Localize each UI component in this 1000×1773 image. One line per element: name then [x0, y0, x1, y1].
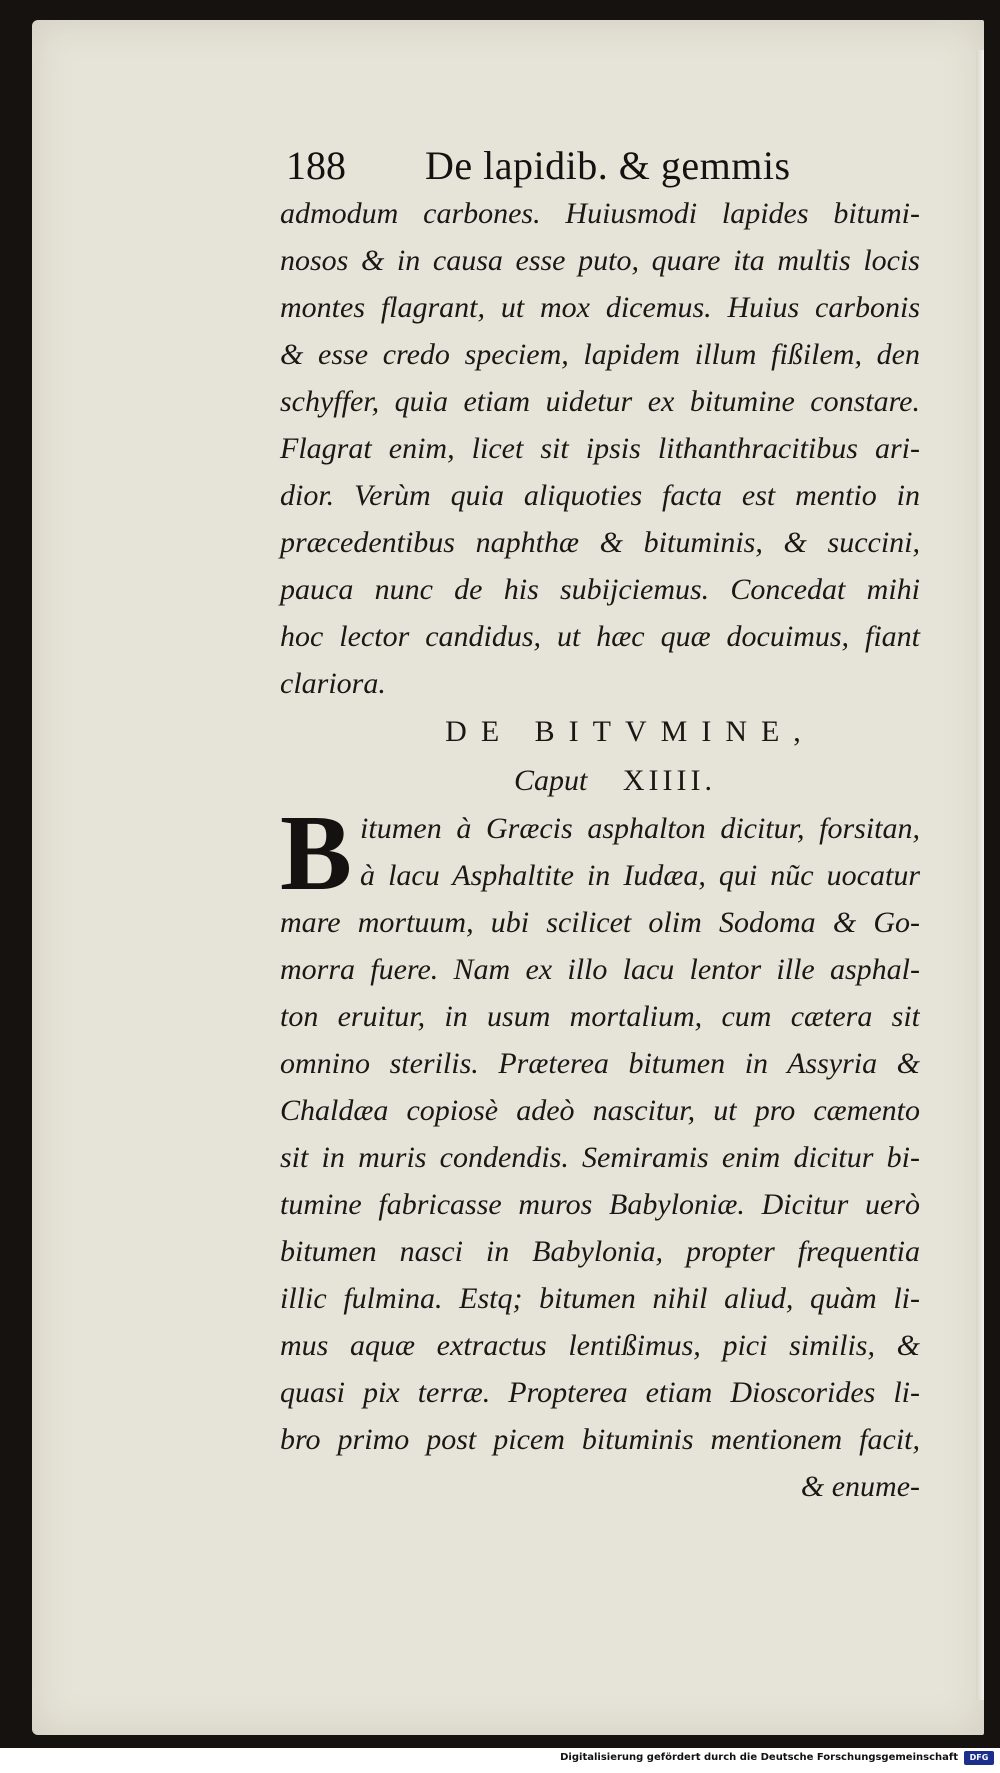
catchword: & enume- — [800, 1470, 920, 1503]
text-line: illic fulmina. Estq; bitumen nihil aliud, quàm li- — [280, 1282, 920, 1315]
dfg-logo-icon: DFG — [964, 1751, 994, 1765]
text-line: hoc lector candidus, ut hæc quæ docuimus, fiant — [280, 620, 920, 653]
text-line: morra fuere. Nam ex illo lacu lentor ille asphal- — [280, 953, 920, 986]
text-line: montes flagrant, ut mox dicemus. Huius carbonis — [280, 291, 920, 324]
text-line: mare mortuum, ubi scilicet olim Sodoma & Go- — [280, 906, 920, 939]
text-line: admodum carbones. Huiusmodi lapides bitumi- — [280, 197, 920, 230]
caput-label: Caput — [514, 764, 588, 797]
section-heading: DE BITVMINE, — [445, 715, 815, 748]
text-line: bro primo post picem bituminis mentionem facit, — [280, 1423, 920, 1456]
text-line: mus aquæ extractus lentißimus, pici similis, & — [280, 1329, 920, 1362]
text-line: sit in muris condendis. Semiramis enim dicitur bi- — [280, 1141, 920, 1174]
text-line: tumine fabricasse muros Babyloniæ. Dicitur uerò — [280, 1188, 920, 1221]
text-block — [280, 190, 920, 1510]
text-line: Flagrat enim, licet sit ipsis lithanthracitibus ari- — [280, 432, 920, 465]
text-line: dior. Verùm quia aliquoties facta est mentio in — [280, 479, 920, 512]
text-line: nosos & in causa esse puto, quare ita multis locis — [280, 244, 920, 277]
paragraph-2 — [280, 805, 920, 1510]
text-line: itumen à Græcis asphalton dicitur, forsitan, — [360, 812, 920, 845]
text-line: omnino sterilis. Præterea bitumen in Assyria & — [280, 1047, 920, 1080]
text-line: præcedentibus naphthæ & bituminis, & succini, — [280, 526, 920, 559]
running-head: De lapidib. & gemmis — [425, 143, 791, 188]
text-line: pauca nunc de his subijciemus. Concedat mihi — [280, 573, 920, 606]
caput-number: XIIII. — [622, 764, 716, 797]
page-edge — [976, 50, 984, 1700]
text-line: clariora. — [280, 667, 386, 700]
text-line: Chaldæa copiosè adeò nascitur, ut pro cæmento — [280, 1094, 920, 1127]
text-line: schyffer, quia etiam uidetur ex bitumine constare. — [280, 385, 920, 418]
digitization-footer — [0, 1748, 1000, 1773]
funding-credit: Digitalisierung gefördert durch die Deutsche Forschungsgemeinschaft — [560, 1752, 958, 1763]
chapter-label — [280, 757, 920, 805]
text-line: ton eruitur, in usum mortalium, cum cætera sit — [280, 1000, 920, 1033]
paragraph-1 — [280, 190, 920, 707]
text-line: bitumen nasci in Babylonia, propter frequentia — [280, 1235, 920, 1268]
drop-cap: B — [280, 805, 353, 913]
text-line: quasi pix terræ. Propterea etiam Dioscorides li- — [280, 1376, 920, 1409]
page-number: 188 — [286, 143, 346, 188]
text-line: à lacu Asphaltite in Iudæa, qui nũc uocatur — [360, 859, 920, 892]
text-line: & esse credo speciem, lapidem illum fißilem, den — [280, 338, 920, 371]
